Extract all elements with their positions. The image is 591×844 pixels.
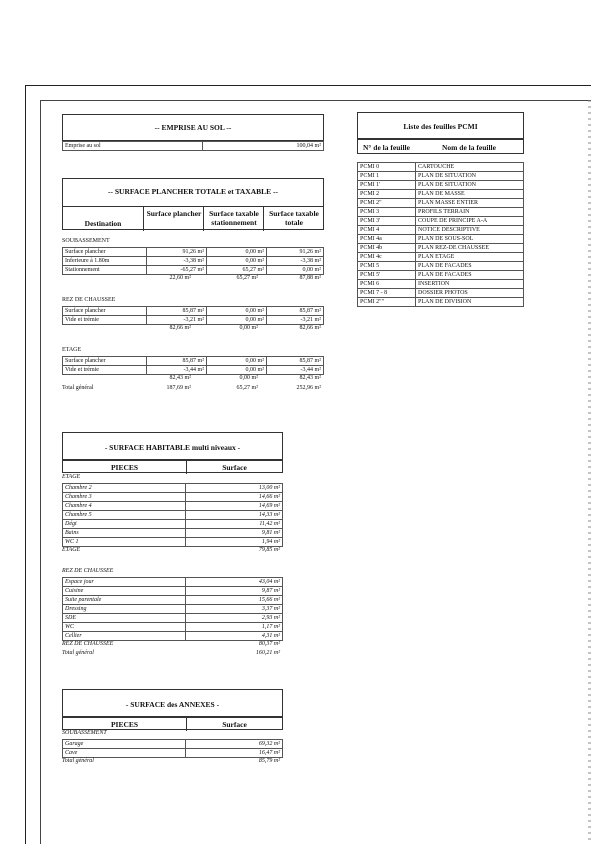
group-total-value: 80,37 m² xyxy=(258,641,280,647)
total-totale: 82,43 m² xyxy=(299,375,321,381)
row-label: Suite parentale xyxy=(63,596,186,605)
pcmi-col-num: N° de la feuille xyxy=(363,143,410,152)
annexes-col-surface: Surface xyxy=(186,718,282,731)
table-row xyxy=(358,235,524,244)
table-row xyxy=(63,248,324,257)
grand-total-stationnement: 65,27 m² xyxy=(236,385,258,391)
table-row xyxy=(358,190,524,199)
table-row xyxy=(358,172,524,181)
row-label: PCMI 1 xyxy=(358,172,416,181)
row-value: PLAN MASSE ENTIER xyxy=(416,199,524,208)
group-name: REZ DE CHAUSSEE xyxy=(62,297,116,303)
total-plancher: 82,66 m² xyxy=(169,325,191,331)
table-row xyxy=(358,244,524,253)
table-row xyxy=(358,262,524,271)
habitable-col-surface: Surface xyxy=(186,461,282,474)
row-value: 4,31 m² xyxy=(186,632,283,641)
row-label: Espace jour xyxy=(63,578,186,587)
viewer-top-area xyxy=(0,0,591,80)
row-label: PCMI 5 xyxy=(358,262,416,271)
table-row xyxy=(358,271,524,280)
pcmi-col-name: Nom de la feuille xyxy=(442,143,496,152)
row-value: INSERTION xyxy=(416,280,524,289)
grand-total-totale: 252,96 m² xyxy=(296,385,321,391)
col-destination: Destination xyxy=(84,219,122,228)
table-row xyxy=(63,493,283,502)
table-row xyxy=(63,632,283,641)
row-label: Surface plancher xyxy=(63,357,147,366)
row-value: 14,33 m² xyxy=(186,511,283,520)
row-label: Dressing xyxy=(63,605,186,614)
row-value: 13,00 m² xyxy=(186,484,283,493)
row-label: PCMI 6 xyxy=(358,280,416,289)
pcmi-title: Liste des feuilles PCMI xyxy=(403,122,478,131)
row-label: PCMI 4b xyxy=(358,244,416,253)
annexes-table xyxy=(62,739,283,758)
emprise-label: Emprise au sol xyxy=(63,142,203,151)
table-row xyxy=(63,578,283,587)
total-plancher: 22,60 m² xyxy=(169,275,191,281)
group-total-value: 79,85 m² xyxy=(258,547,280,553)
habitable-table-etage xyxy=(62,483,283,547)
row-label: Cuisine xyxy=(63,587,186,596)
row-totale: 0,00 m² xyxy=(267,266,324,275)
row-stationnement: 65,27 m² xyxy=(207,266,267,275)
row-value: COUPE DE PRINCIPE A-A xyxy=(416,217,524,226)
table-row xyxy=(63,623,283,632)
row-label: WC 1 xyxy=(63,538,186,547)
total-totale: 82,66 m² xyxy=(299,325,321,331)
row-label: Garage xyxy=(63,740,186,749)
total-stationnement: 0,00 m² xyxy=(239,325,258,331)
annexes-header xyxy=(62,717,283,730)
plancher-table-soubassement xyxy=(62,247,324,275)
row-value: CARTOUCHE xyxy=(416,163,524,172)
group-totals xyxy=(62,375,324,385)
total-stationnement: 65,27 m² xyxy=(236,275,258,281)
group-total-label: REZ DE CHAUSSEE xyxy=(62,641,114,647)
row-plancher: -3,21 m² xyxy=(147,316,207,325)
row-stationnement: 0,00 m² xyxy=(207,357,267,366)
group-totals xyxy=(62,325,324,335)
row-value: PLAN DE MASSE xyxy=(416,190,524,199)
table-row xyxy=(63,605,283,614)
row-plancher: -65,27 m² xyxy=(147,266,207,275)
row-totale: 85,87 m² xyxy=(267,307,324,316)
table-row xyxy=(63,484,283,493)
annexes-title: - SURFACE des ANNEXES - xyxy=(125,700,220,709)
row-label: Dégt xyxy=(63,520,186,529)
row-value: 9,87 m² xyxy=(186,587,283,596)
emprise-title-box xyxy=(62,114,324,141)
table-row xyxy=(63,740,283,749)
plancher-table-etage xyxy=(62,356,324,375)
annexes-col-pieces: PIECES xyxy=(110,720,139,729)
row-stationnement: 0,00 m² xyxy=(207,366,267,375)
row-plancher: 85,87 m² xyxy=(147,307,207,316)
row-stationnement: 0,00 m² xyxy=(207,248,267,257)
row-value: PLAN DE FACADES xyxy=(416,271,524,280)
row-value: 2,93 m² xyxy=(186,614,283,623)
row-totale: 85,87 m² xyxy=(267,357,324,366)
table-row xyxy=(63,596,283,605)
row-label: WC xyxy=(63,623,186,632)
grand-total-value: 160,21 m² xyxy=(255,650,280,656)
row-label: Bains xyxy=(63,529,186,538)
table-row xyxy=(63,520,283,529)
row-value: NOTICE DESCRIPTIVE xyxy=(416,226,524,235)
row-label: PCMI 5' xyxy=(358,271,416,280)
row-value: 9,81 m² xyxy=(186,529,283,538)
grand-total-row xyxy=(62,650,283,659)
total-plancher: 82,43 m² xyxy=(169,375,191,381)
table-row xyxy=(63,357,324,366)
plancher-header-box xyxy=(62,178,324,230)
emprise-value: 100,04 m² xyxy=(203,142,324,151)
plancher-title: -- SURFACE PLANCHER TOTALE et TAXABLE -- xyxy=(107,187,278,196)
col-plancher: Surface plancher xyxy=(143,207,204,231)
group-name: SOUBASSEMENT xyxy=(62,238,110,244)
pcmi-table xyxy=(357,162,524,307)
group-name: ETAGE xyxy=(62,347,82,353)
row-value: PLAN DE FACADES xyxy=(416,262,524,271)
grand-total-value: 85,79 m² xyxy=(258,758,280,764)
table-row xyxy=(358,280,524,289)
col-totale: Surface taxable totale xyxy=(263,207,324,231)
row-label: Surface plancher xyxy=(63,307,147,316)
row-label: Vide et trémie xyxy=(63,316,147,325)
row-plancher: -3,44 m² xyxy=(147,366,207,375)
row-totale: -3,38 m² xyxy=(267,257,324,266)
emprise-title: -- EMPRISE AU SOL -- xyxy=(154,123,232,132)
row-totale: -3,21 m² xyxy=(267,316,324,325)
table-row xyxy=(358,253,524,262)
habitable-table-rdc xyxy=(62,577,283,641)
grand-total-row xyxy=(62,758,283,767)
group-total-row xyxy=(62,641,283,650)
pcmi-title-box xyxy=(357,112,524,139)
row-label: PCMI 2"" xyxy=(358,298,416,307)
row-label: Vide et trémie xyxy=(63,366,147,375)
row-value: PROFILS TERRAIN xyxy=(416,208,524,217)
row-label: PCMI 1' xyxy=(358,181,416,190)
annexes-body xyxy=(62,730,283,767)
habitable-col-pieces: PIECES xyxy=(110,463,139,472)
table-row xyxy=(63,142,324,151)
table-row xyxy=(358,298,524,307)
row-plancher: 85,87 m² xyxy=(147,357,207,366)
group-name: REZ DE CHAUSSEE xyxy=(62,568,114,574)
pcmi-header xyxy=(357,139,524,154)
row-label: PCMI 4 xyxy=(358,226,416,235)
row-label: Stationnement xyxy=(63,266,147,275)
row-value: PLAN DE SITUATION xyxy=(416,172,524,181)
row-value: 14,69 m² xyxy=(186,502,283,511)
habitable-header xyxy=(62,460,283,473)
table-row xyxy=(358,208,524,217)
row-plancher: -3,38 m² xyxy=(147,257,207,266)
habitable-body xyxy=(62,474,283,659)
habitable-title-box xyxy=(62,432,283,460)
emprise-table xyxy=(62,141,324,151)
annexes-title-box xyxy=(62,689,283,717)
table-row xyxy=(63,307,324,316)
row-label: PCMI 2 xyxy=(358,190,416,199)
grand-total-label: Total général xyxy=(62,385,94,391)
row-plancher: 91,26 m² xyxy=(147,248,207,257)
plancher-header-row xyxy=(63,206,323,231)
row-label: Chambre 3 xyxy=(63,493,186,502)
table-row xyxy=(358,226,524,235)
row-value: 16,47 m² xyxy=(186,749,283,758)
row-value: PLAN DE DIVISION xyxy=(416,298,524,307)
group-total-label: ETAGE xyxy=(62,547,81,553)
row-value: PLAN ETAGE xyxy=(416,253,524,262)
table-row xyxy=(63,749,283,758)
table-row xyxy=(63,316,324,325)
row-label: Surface plancher xyxy=(63,248,147,257)
table-row xyxy=(63,502,283,511)
row-stationnement: 0,00 m² xyxy=(207,307,267,316)
row-label: PCMI 3' xyxy=(358,217,416,226)
table-row xyxy=(358,199,524,208)
row-stationnement: 0,00 m² xyxy=(207,257,267,266)
table-row xyxy=(63,529,283,538)
table-row xyxy=(63,587,283,596)
row-stationnement: 0,00 m² xyxy=(207,316,267,325)
row-label: Chambre 2 xyxy=(63,484,186,493)
row-label: PCMI 0 xyxy=(358,163,416,172)
row-value: 43,04 m² xyxy=(186,578,283,587)
group-total-row xyxy=(62,547,283,556)
table-row xyxy=(63,266,324,275)
row-value: 69,32 m² xyxy=(186,740,283,749)
row-value: 14,66 m² xyxy=(186,493,283,502)
col-stationnement: Surface taxable stationnement xyxy=(203,207,264,231)
grand-total-label: Total général xyxy=(62,758,94,764)
table-row xyxy=(63,257,324,266)
table-row xyxy=(358,163,524,172)
row-label: PCMI 3 xyxy=(358,208,416,217)
total-stationnement: 0,00 m² xyxy=(239,375,258,381)
group-totals xyxy=(62,275,324,285)
table-row xyxy=(358,289,524,298)
row-label: PCMI 2" xyxy=(358,199,416,208)
grand-total-plancher: 187,69 m² xyxy=(166,385,191,391)
plancher-groups xyxy=(62,238,324,395)
row-totale: -3,44 m² xyxy=(267,366,324,375)
row-value: PLAN DE SOUS-SOL xyxy=(416,235,524,244)
row-label: PCMI 4c xyxy=(358,253,416,262)
table-row xyxy=(63,538,283,547)
row-label: SDE xyxy=(63,614,186,623)
table-row xyxy=(358,181,524,190)
table-row xyxy=(63,511,283,520)
row-label: Chambre 4 xyxy=(63,502,186,511)
table-row xyxy=(63,614,283,623)
group-name: SOUBASSEMENT xyxy=(62,730,107,736)
row-value: 1,94 m² xyxy=(186,538,283,547)
total-totale: 87,88 m² xyxy=(299,275,321,281)
row-label: Cave xyxy=(63,749,186,758)
row-label: Inferieure à 1.80m xyxy=(63,257,147,266)
row-value: 11,42 m² xyxy=(186,520,283,529)
plancher-table-rdc xyxy=(62,306,324,325)
row-label: Chambre 5 xyxy=(63,511,186,520)
grand-total-label: Total général xyxy=(62,650,94,656)
row-label: Cellier xyxy=(63,632,186,641)
group-name: ETAGE xyxy=(62,474,81,480)
table-row xyxy=(63,366,324,375)
row-value: 3,37 m² xyxy=(186,605,283,614)
row-label: PCMI 4a xyxy=(358,235,416,244)
habitable-title: - SURFACE HABITABLE multi niveaux - xyxy=(104,443,241,452)
row-value: PLAN DE SITUATION xyxy=(416,181,524,190)
row-label: PCMI 7 - 8 xyxy=(358,289,416,298)
row-value: 15,66 m² xyxy=(186,596,283,605)
row-value: 1,17 m² xyxy=(186,623,283,632)
row-totale: 91,26 m² xyxy=(267,248,324,257)
row-value: DOSSIER PHOTOS xyxy=(416,289,524,298)
row-value: PLAN REZ-DE CHAUSSEE xyxy=(416,244,524,253)
grand-total-row xyxy=(62,385,324,395)
table-row xyxy=(358,217,524,226)
